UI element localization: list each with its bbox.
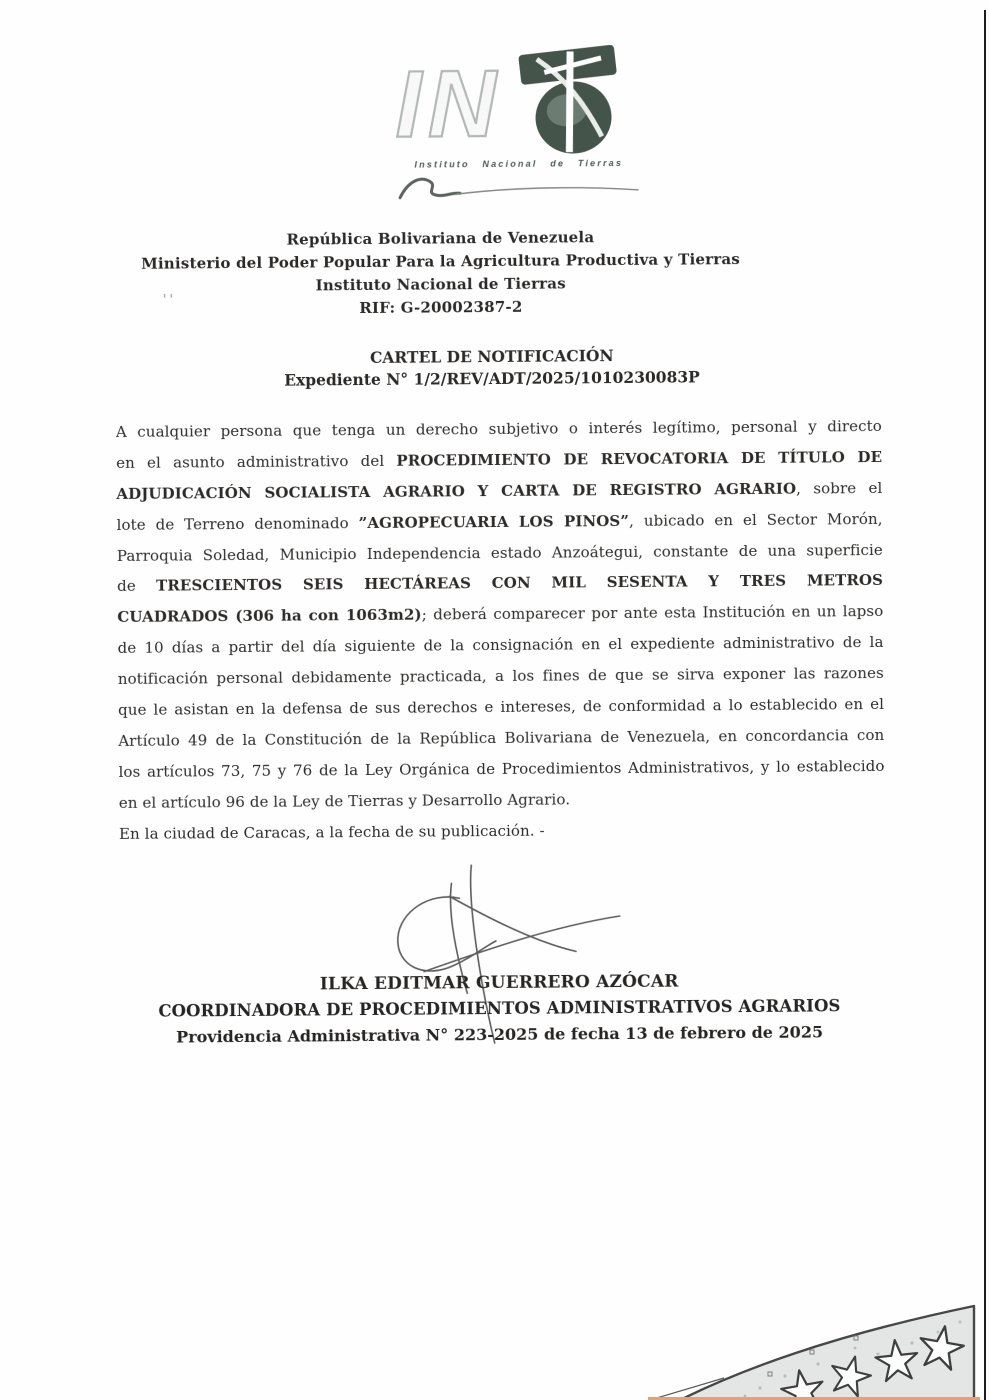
- footer-stars-graphic: [650, 1296, 982, 1400]
- header-line-institute: Instituto Nacional de Tierras: [315, 274, 566, 295]
- body-line: que le asistan en la defensa de sus derechos e intereses, de conformidad a lo establecido en el: [117, 694, 885, 719]
- body-line: Artículo 49 de la Constitución de la República Bolivariana de Venezuela, en concordancia con: [118, 725, 885, 750]
- scan-edge-line: [984, 10, 986, 1400]
- logo-squiggle-icon: [394, 168, 644, 204]
- header-line-ministry: Ministerio del Poder Popular Para la Agricultura Productiva y Tierras: [141, 250, 741, 273]
- signatory-block: [12, 969, 987, 1048]
- logo-caption: Instituto Nacional de Tierras: [414, 157, 624, 170]
- body-line: lote de Terreno denominado ”AGROPECUARIA LOS PINOS”, ubicado en el Sector Morón,: [116, 509, 883, 534]
- body-paragraph: [116, 411, 885, 849]
- body-line: de 10 días a partir del día siguiente de la consignación en el expediente administrativo de la: [117, 633, 884, 658]
- scan-artifact-mark: '': [162, 292, 177, 308]
- logo-letters-in: IN: [394, 50, 503, 158]
- header-line-rif: RIF: G-20002387-2: [359, 297, 523, 318]
- body-line: notificación personal debidamente practicada, a los fines de que se sirva exponer las razones: [117, 664, 884, 689]
- body-line: CUADRADOS (306 ha con 1063m2); deberá comparecer por ante esta Institución en un lapso: [117, 602, 884, 627]
- expediente-number: Expediente N° 1/2/REV/ADT/2025/1010230083P: [284, 367, 700, 390]
- footer-curve-shape: [676, 1306, 974, 1400]
- notice-title: CARTEL DE NOTIFICACIÓN: [369, 346, 614, 367]
- letterhead-header: [104, 225, 777, 322]
- body-line: En la ciudad de Caracas, a la fecha de su publicación. -: [118, 821, 545, 843]
- logo-emblem-t: [518, 45, 625, 159]
- body-line: los artículos 73, 75 y 76 de la Ley Orgánica de Procedimientos Administrativos, y lo establecido: [118, 756, 885, 781]
- signatory-name: ILKA EDITMAR GUERRERO AZÓCAR: [319, 971, 679, 995]
- int-logo: [387, 45, 650, 204]
- header-line-republic: República Bolivariana de Venezuela: [286, 228, 595, 249]
- body-line: de TRESCIENTOS SEIS HECTÁREAS CON MIL SESENTA Y TRES METROS: [117, 571, 884, 596]
- providencia-line: Providencia Administrativa N° 223-2025 de fecha 13 de febrero de 2025: [176, 1022, 824, 1047]
- body-line: en el asunto administrativo del PROCEDIMIENTO DE REVOCATORIA DE TÍTULO DE: [116, 447, 883, 472]
- body-line: Parroquia Soledad, Municipio Independencia estado Anzoátegui, constante de una superficie: [116, 540, 883, 565]
- body-line: ADJUDICACIÓN SOCIALISTA AGRARIO Y CARTA DE REGISTRO AGRARIO, sobre el: [116, 478, 883, 503]
- signatory-role: COORDINADORA DE PROCEDIMIENTOS ADMINISTRATIVOS AGRARIOS: [158, 996, 841, 1021]
- body-line: en el artículo 96 de la Ley de Tierras y Desarrollo Agrario.: [118, 790, 571, 812]
- int-logo-icon: [393, 45, 644, 159]
- notice-title-block: [7, 342, 976, 394]
- body-line: A cualquier persona que tenga un derecho subjetivo o interés legítimo, personal y directo: [115, 416, 882, 441]
